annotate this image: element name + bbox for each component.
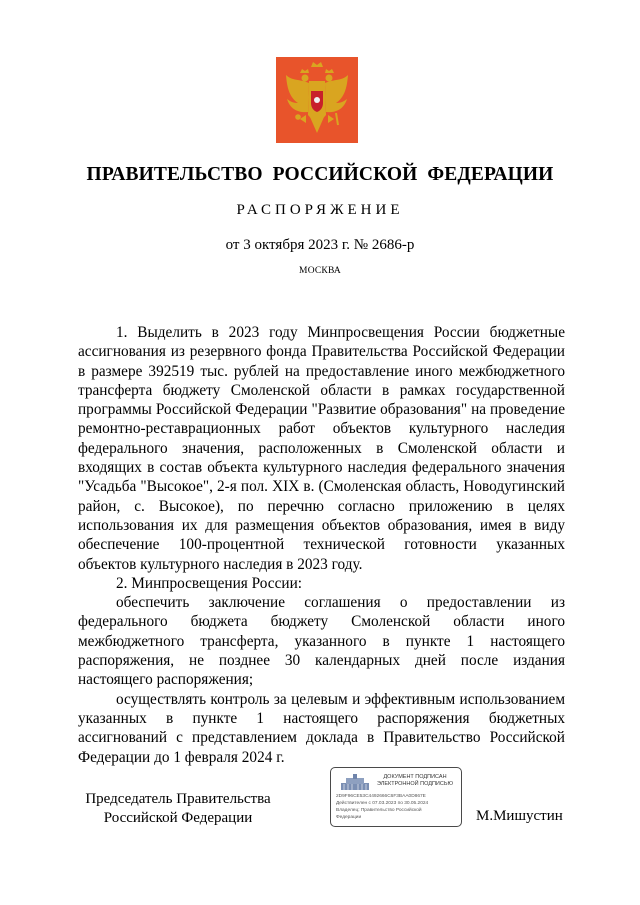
paragraph-1: 1. Выделить в 2023 году Минпросвещения России бюджетные ассигнования из резервного фонда Правительства Российской Федерации в размере 392519 тыс. рублей на предоставление иного межбюджетного трансферта бюджету Смоленской области в рамках государственной программы Российской Федерации "Развитие образования" на проведение ремонтно-реставрационных работ объектов культурного наследия федерального значения, расположенных в Смоленской области и входящих в состав объекта культурного наследия федерального значения "Усадьба "Высокое", 2-я пол. XIX в. (Смоленская область, Новодугинский район, с. Высокое), по перечню согласно приложению в целях использования их для размещения объектов образования, имея в виду обеспечение 100-процентной технической готовности указанных объектов культурного наследия в 2023 году. xyxy=(78,324,565,573)
document-city: МОСКВА xyxy=(299,266,341,276)
stamp-owner-line-1: Владелец: Правительство Российской xyxy=(336,808,422,813)
signatory-position-line-1: Председатель Правительства xyxy=(85,791,271,807)
coat-of-arms-emblem xyxy=(276,57,358,143)
signatory-position-line-2: Российской Федерации xyxy=(103,810,253,826)
electronic-signature-stamp xyxy=(330,767,462,827)
stamp-heading-line-1: ДОКУМЕНТ ПОДПИСАН xyxy=(383,774,447,780)
paragraph-2: 2. Минпросвещения России: xyxy=(116,574,303,592)
document-body xyxy=(78,323,565,767)
stamp-heading xyxy=(371,774,459,788)
document-type: РАСПОРЯЖЕНИЕ xyxy=(236,202,404,218)
stamp-owner-line-2: Федерации xyxy=(336,815,362,820)
stamp-validity: Действителен с 07.03.2023 по 30.05.2024 xyxy=(336,801,429,806)
double-headed-eagle-icon xyxy=(276,57,358,143)
stamp-heading-line-2: ЭЛЕКТРОННОЙ ПОДПИСЬЮ xyxy=(376,781,454,787)
signatory-name: М.Мишустин xyxy=(476,808,563,824)
document-date-number: от 3 октября 2023 г. № 2686-р xyxy=(225,237,415,253)
signatory-position xyxy=(78,790,278,828)
government-title: ПРАВИТЕЛЬСТВО РОССИЙСКОЙ ФЕДЕРАЦИИ xyxy=(86,164,554,185)
paragraph-2-item-2: осуществлять контроль за целевым и эффективным использованием указанных в пункте 1 настоящего распоряжения бюджетных ассигнований с представлением доклада в Правительство Российской Федерации до 1 февраля 2024 г. xyxy=(78,690,565,766)
paragraph-2-item-1: обеспечить заключение соглашения о предоставлении из федерального бюджета бюджету Смоленской области иного межбюджетного трансферта, указанного в пункте 1 настоящего распоряжения, не позднее 30 календарных дней после издания настоящего распоряжения; xyxy=(78,594,565,689)
stamp-certificate: 2D9F96CE53C4492666C6F3BAA0D867E xyxy=(336,794,426,799)
government-building-icon xyxy=(337,773,373,791)
